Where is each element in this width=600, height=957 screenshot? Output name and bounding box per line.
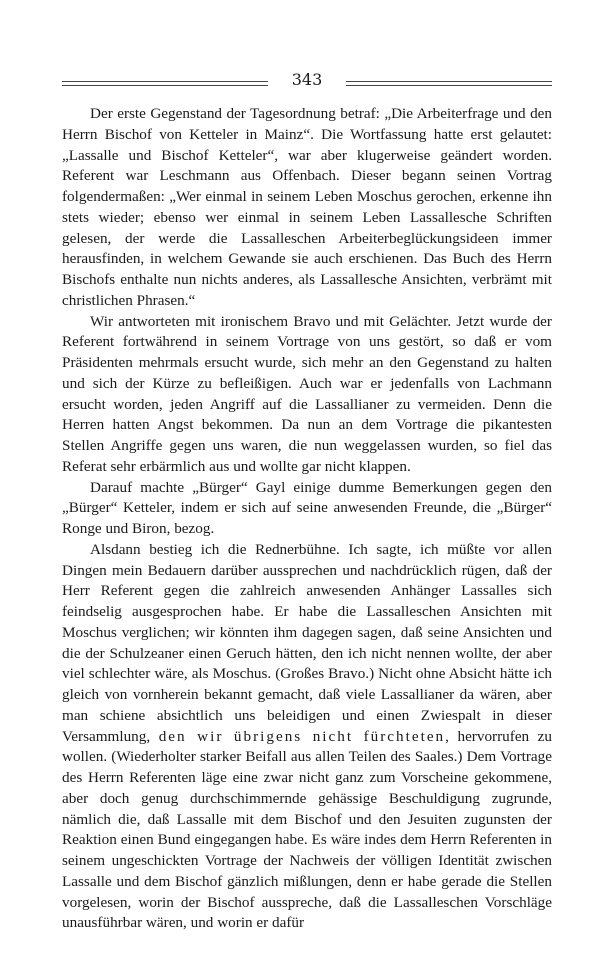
paragraph (62, 478, 552, 540)
body-text (62, 104, 552, 934)
paragraph (62, 540, 552, 934)
text-run: Der erste Gegenstand der Tagesordnung betraf: „Die Arbeiterfrage und den Herrn Bischof von Ketteler in Mainz“. Die Wortfassung hatte erst gelautet: „Lassalle und Bischof Ketteler“, war aber klugerweise geändert worden. Referent war Leschmann aus Offenbach. Dieser begann seinen Vortrag folgendermaßen: „Wer einmal in seinem Leben Moschus gerochen, erkenne ihn stets wieder; ebenso wer einmal in seinem Leben Lassallesche Schriften gelesen, der werde die Lassalleschen Arbeiterbeglückungsideen immer herausfinden, in welchem Gewande sie auch erschienen. Das Buch des Herrn Bischofs enthalte nun nichts anderes, als Lassallesche Ansichten, verbrämt mit christlichen Phrasen.“ (62, 105, 552, 309)
emphasized-text-run: den wir übrigens nicht fürchteten (158, 727, 446, 745)
text-run: Wir antworteten mit ironischem Bravo und mit Gelächter. Jetzt wurde der Referent fortwährend in seinem Vortrage von uns gestört, so daß er vom Präsidenten mehrmals ersucht wurde, sich mehr an den Gegenstand zu halten und sich der Kürze zu befleißigen. Auch war er jedenfalls von Lachmann ersucht worden, jeden Angriff auf die Lassallianer zu vermeiden. Denn die Herren hatten Angst bekommen. Da nun an dem Vortrage die pikantesten Stellen Angriffe gegen uns waren, die nun weggelassen wurden, so fiel das Referat sehr erbärmlich aus und wollte gar nicht klappen. (62, 312, 552, 475)
header-rule-right (346, 81, 552, 86)
text-run: , hervorrufen zu wollen. (Wiederholter starker Beifall aus allen Teilen des Saales.) Dem Vortrage des Herrn Referenten läge eine zwar nicht ganz zum Vorscheine gekommene, aber doch genug durchschimmernde gehässige Beschuldigung zugrunde, nämlich die, daß Lassalle mit dem Bischof und den Jesuiten zugunsten der Reaktion einen Bund eingegangen habe. Es wäre indes dem Herrn Referenten in seinem ungeschickten Vortrage der Nachweis der völligen Identität zwischen Lassalle und dem Bischof gänzlich mißlungen, denn er habe gerade die Stellen vorgelesen, worin der Bischof ausspreche, daß die Lassalleschen Vorschläge unausführbar wären, und worin er dafür (62, 727, 552, 932)
paragraph (62, 104, 552, 312)
paragraph (62, 312, 552, 478)
text-run: Darauf machte „Bürger“ Gayl einige dumme Bemerkungen gegen den „Bürger“ Ketteler, indem er sich auf seine anwesenden Freunde, die „Bürger“ Ronge und Biron, bezog. (62, 478, 552, 537)
header-rule-left (62, 81, 268, 86)
text-run: Alsdann bestieg ich die Rednerbühne. Ich sagte, ich müßte vor allen Dingen mein Bedauern darüber aussprechen und nachdrücklich rügen, daß der Herr Referent gegen die zahlreich anwesenden Anhänger Lassalles sich feindselig ausgesprochen habe. Er habe die Lassalleschen Ansichten mit Moschus verglichen; wir könnten ihm dagegen sagen, daß seine Ansichten und die der Schulzeaner einen Geruch hätten, den ich nicht nennen wollte, der aber viel schlechter wäre, als Moschus. (Großes Bravo.) Nicht ohne Absicht hätte ich gleich von vornherein bekannt gemacht, daß viele Lassallianer da wären, aber man schiene absichtlich uns beleidigen und einen Zwiespalt in dieser Versammlung, (62, 540, 552, 745)
running-header (62, 68, 552, 92)
page-number: 343 (291, 70, 323, 89)
